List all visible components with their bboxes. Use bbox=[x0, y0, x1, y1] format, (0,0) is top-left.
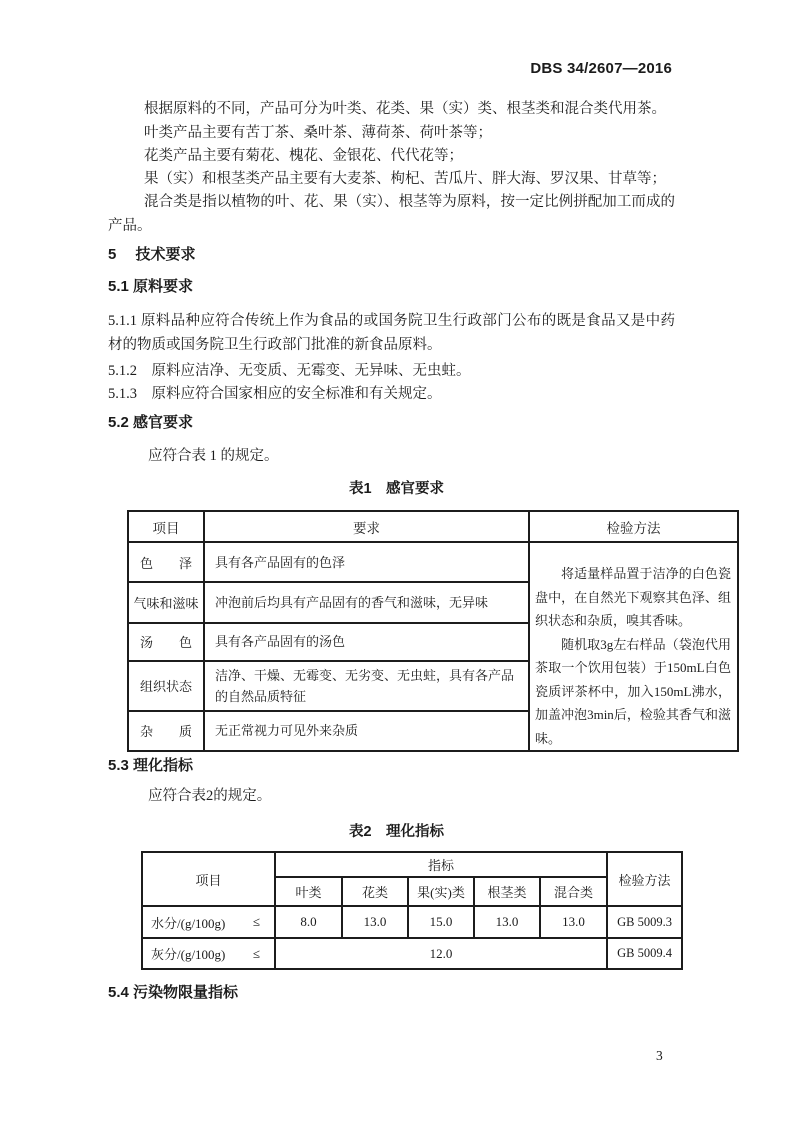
category-mixed: 混合类 bbox=[540, 877, 607, 906]
section-heading-5: 5 技术要求 bbox=[108, 246, 196, 263]
table-header-row bbox=[142, 852, 682, 877]
row-requirement: 具有各产品固有的汤色 bbox=[204, 623, 529, 661]
method-standard: GB 5009.4 bbox=[607, 938, 682, 969]
clause-5-1-1: 5.1.1 原料品种应符合传统上作为食品的或国务院卫生行政部门公布的既是食品又是中药材的物质或国务院卫生行政部门批准的新食品原料。 bbox=[108, 313, 675, 353]
table2-header-method: 检验方法 bbox=[607, 852, 682, 906]
intro-paragraph-4: 果（实）和根茎类产品主要有大麦茶、枸杞、苦瓜片、胖大海、罗汉果、甘草等； bbox=[144, 171, 666, 187]
value-cell: 13.0 bbox=[540, 906, 607, 938]
sensory-table bbox=[127, 510, 739, 752]
section-heading-5-2: 5.2 感官要求 bbox=[108, 414, 194, 431]
table2-header-index: 指标 bbox=[275, 852, 607, 877]
row-requirement: 无正常视力可见外来杂质 bbox=[204, 711, 529, 751]
value-cell-merged: 12.0 bbox=[275, 938, 607, 969]
table2-caption: 表2 理化指标 bbox=[348, 824, 445, 840]
row-requirement: 冲泡前后均具有产品固有的香气和滋味，无异味 bbox=[204, 582, 529, 622]
row-item-cell bbox=[142, 938, 275, 969]
table1-header-item: 项目 bbox=[128, 511, 204, 542]
less-equal-symbol: ≤ bbox=[252, 914, 260, 929]
category-leaf: 叶类 bbox=[275, 877, 342, 906]
method-standard: GB 5009.3 bbox=[607, 906, 682, 938]
section-heading-5-4: 5.4 污染物限量指标 bbox=[108, 984, 239, 1001]
row-item-label: 杂 质 bbox=[128, 711, 204, 751]
method-paragraph-1: 将适量样品置于洁净的白色瓷盘中，在自然光下观察其色泽、组织状态和杂质，嗅其香味。 bbox=[535, 566, 731, 628]
doc-number: DBS 34/2607—2016 bbox=[530, 60, 672, 77]
intro-paragraph-1: 根据原料的不同，产品可分为叶类、花类、果（实）类、根茎类和混合类代用茶。 bbox=[144, 101, 666, 117]
row-item-cell bbox=[142, 906, 275, 938]
row-requirement: 洁净、干燥、无霉变、无劣变、无虫蛀，具有各产品的自然品质特征 bbox=[204, 661, 529, 711]
physchem-table bbox=[141, 851, 683, 970]
intro-paragraph-2: 叶类产品主要有苦丁茶、桑叶茶、薄荷茶、荷叶茶等； bbox=[144, 125, 492, 141]
table2-header-item: 项目 bbox=[142, 852, 275, 906]
table-row bbox=[128, 542, 738, 582]
table2-reference: 应符合表2的规定。 bbox=[148, 788, 272, 804]
table-row bbox=[142, 906, 682, 938]
table1-caption: 表1 感官要求 bbox=[348, 481, 445, 497]
row-item-label: 组织状态 bbox=[128, 661, 204, 711]
table1-reference: 应符合表 1 的规定。 bbox=[148, 448, 279, 464]
clause-5-1-3: 5.1.3 原料应符合国家相应的安全标准和有关规定。 bbox=[108, 386, 442, 402]
table1-header-requirement: 要求 bbox=[204, 511, 529, 542]
clause-5-1-2: 5.1.2 原料应洁净、无变质、无霉变、无异味、无虫蛀。 bbox=[108, 363, 471, 379]
page-number: 3 bbox=[656, 1048, 663, 1063]
table-header-row bbox=[128, 511, 738, 542]
table1-header-method: 检验方法 bbox=[529, 511, 738, 542]
row-requirement: 具有各产品固有的色泽 bbox=[204, 542, 529, 582]
intro-paragraph-3: 花类产品主要有菊花、槐花、金银花、代代花等； bbox=[144, 148, 463, 164]
value-cell: 13.0 bbox=[342, 906, 408, 938]
value-cell: 15.0 bbox=[408, 906, 474, 938]
category-root: 根茎类 bbox=[474, 877, 540, 906]
category-flower: 花类 bbox=[342, 877, 408, 906]
row-item-label: 色 泽 bbox=[128, 542, 204, 582]
section-heading-5-1: 5.1 原料要求 bbox=[108, 278, 194, 295]
row-item-label: 气味和滋味 bbox=[128, 582, 204, 622]
method-paragraph-2: 随机取3g左右样品（袋泡代用茶取一个饮用包装）于150mL白色瓷质评茶杯中，加入150mL沸水，加盖冲泡3min后，检验其香气和滋味。 bbox=[535, 636, 731, 746]
row-item-label: 汤 色 bbox=[128, 623, 204, 661]
table-row bbox=[142, 938, 682, 969]
value-cell: 8.0 bbox=[275, 906, 342, 938]
section-heading-5-3: 5.3 理化指标 bbox=[108, 757, 194, 774]
row-item-label: 灰分/(g/100g) bbox=[151, 947, 226, 962]
value-cell: 13.0 bbox=[474, 906, 540, 938]
intro-paragraph-5: 混合类是指以植物的叶、花、果（实）、根茎等为原料，按一定比例拼配加工而成的产品。 bbox=[108, 194, 675, 234]
category-fruit: 果(实)类 bbox=[408, 877, 474, 906]
less-equal-symbol: ≤ bbox=[252, 945, 260, 961]
method-cell bbox=[529, 542, 738, 751]
row-item-label: 水分/(g/100g) bbox=[151, 915, 226, 931]
